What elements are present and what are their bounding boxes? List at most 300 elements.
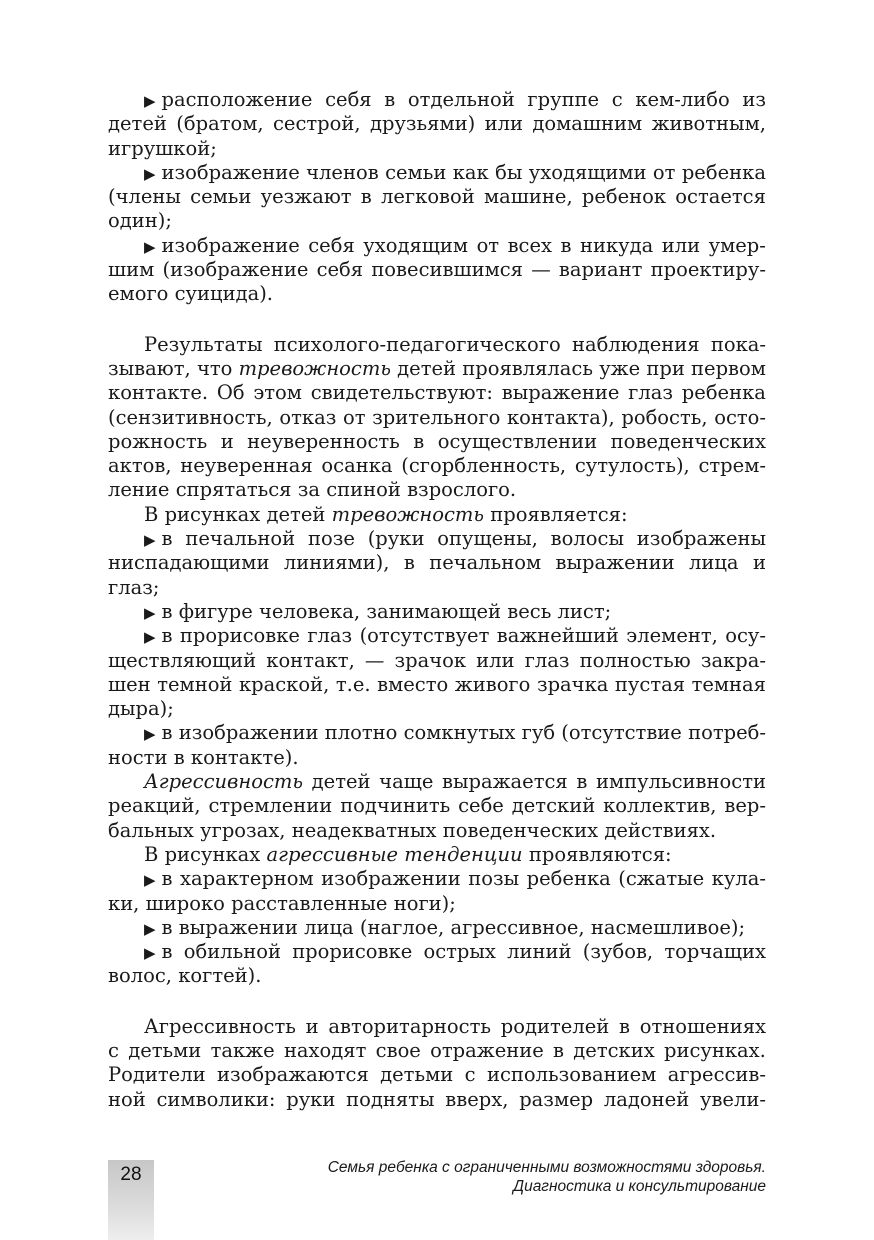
text-line — [108, 697, 766, 721]
text-line — [108, 867, 766, 891]
book-title-line-2: Диагностика и консультирование — [513, 1178, 766, 1195]
word: один); — [108, 209, 172, 233]
word: суицида). — [174, 282, 274, 306]
bullet-lead — [144, 940, 173, 964]
word: игрушкой; — [108, 136, 217, 160]
word: позе — [307, 527, 355, 551]
text-line — [108, 527, 766, 551]
word: друзьями) — [369, 112, 476, 136]
word: — — [531, 258, 551, 282]
word: ладоней — [603, 1087, 690, 1111]
word: поведенческих — [610, 429, 766, 453]
word: проявляется: — [490, 502, 628, 526]
bullet-arrow-icon: ▶ — [144, 237, 156, 256]
word: этом — [253, 381, 302, 405]
word: в — [576, 770, 588, 794]
text-line — [108, 916, 766, 940]
word: при — [646, 356, 685, 380]
word: глаз; — [108, 575, 160, 599]
word: в — [619, 1014, 630, 1038]
bullet-arrow-icon: ▶ — [144, 919, 156, 938]
word: руки — [286, 1087, 336, 1111]
word: агрессивное, — [450, 915, 585, 939]
word: чаще — [379, 770, 434, 794]
word: краской, — [238, 672, 330, 696]
word: потреб- — [688, 721, 766, 745]
word: родителей — [500, 1014, 610, 1038]
text-line — [108, 551, 766, 575]
word: позы — [468, 867, 520, 891]
word: спиной — [326, 478, 401, 502]
bullet-arrow-icon: ▶ — [144, 92, 156, 110]
text-line — [108, 161, 766, 185]
word: зрачок — [394, 648, 467, 672]
word: (изображение — [162, 258, 309, 282]
word: актов, — [108, 454, 172, 478]
word: торчащих — [664, 940, 766, 964]
text-line — [108, 940, 766, 964]
bullet-lead — [144, 867, 173, 891]
word: изображение — [161, 233, 300, 257]
word: выражении — [178, 915, 298, 939]
word: вверх, — [445, 1087, 509, 1111]
word: опущены, — [437, 527, 538, 551]
text-line — [108, 819, 766, 843]
text-line — [108, 406, 766, 430]
word: глаз — [628, 381, 674, 405]
word: проектиру- — [650, 258, 766, 282]
word: кем-либо — [635, 88, 730, 111]
word: от — [652, 160, 676, 184]
word: подняты — [346, 1087, 435, 1111]
text-line — [108, 600, 766, 624]
word: ребенок — [581, 185, 667, 209]
word: себя — [316, 258, 364, 282]
word: детей — [311, 770, 371, 794]
word: расставленные — [231, 891, 388, 915]
word: в — [413, 429, 425, 453]
bullet-lead — [144, 721, 173, 745]
word: в — [173, 745, 185, 769]
word: семьи — [385, 160, 447, 184]
word: контакта), — [506, 405, 615, 429]
word: зрачка — [536, 672, 609, 696]
word: что — [196, 356, 233, 380]
word: уходящими — [528, 160, 647, 184]
word: детский — [511, 794, 596, 818]
text-line — [108, 333, 766, 357]
text-line — [108, 576, 766, 600]
word: стремлении — [208, 794, 333, 818]
word: вариант — [558, 258, 643, 282]
word: насмешливое); — [590, 915, 746, 939]
word: контакте). — [190, 745, 299, 769]
word: или — [484, 112, 524, 136]
word: глаз — [524, 648, 570, 672]
word: занимающей — [366, 599, 502, 623]
word: осто- — [714, 405, 766, 429]
word: в — [360, 185, 372, 209]
word: семьи — [190, 185, 252, 209]
word: прорисовке — [292, 940, 413, 964]
text-line — [108, 843, 766, 867]
bullet-lead — [144, 161, 300, 185]
word: животным, — [651, 112, 766, 136]
word: сомкнутых — [403, 721, 516, 745]
word: закра- — [700, 648, 766, 672]
word: также — [210, 1038, 275, 1062]
word: тенденции — [404, 842, 523, 866]
word: с — [464, 1063, 476, 1087]
text-line — [108, 112, 766, 136]
text-line — [108, 234, 766, 258]
word: плотно — [324, 721, 398, 745]
word: остается — [675, 185, 766, 209]
word: В — [144, 842, 159, 866]
word: легковой — [380, 185, 475, 209]
word: спрятаться — [175, 478, 292, 502]
word: машине, — [483, 185, 573, 209]
text-line — [108, 794, 766, 818]
word: стрем- — [698, 454, 766, 478]
word: Об — [216, 381, 245, 405]
text-line — [108, 1039, 766, 1063]
word: в — [560, 233, 572, 257]
word: находят — [283, 1038, 367, 1062]
word: фигуре — [178, 599, 253, 623]
word: зывают, — [108, 356, 191, 380]
word: отказ — [279, 405, 337, 429]
word: ление — [108, 478, 170, 502]
word: подчинить — [340, 794, 451, 818]
word: полностью — [579, 648, 691, 672]
word: лица — [689, 551, 739, 575]
word: свое — [375, 1038, 421, 1062]
bullet-arrow-icon: ▶ — [144, 628, 156, 647]
word: зрительного — [372, 405, 501, 429]
word: символики: — [156, 1087, 276, 1111]
word: всех — [507, 233, 553, 257]
word: в — [553, 1038, 565, 1062]
text-line — [108, 478, 766, 502]
word: реакций, — [108, 794, 201, 818]
word: ребенка — [526, 867, 611, 891]
text-line — [108, 673, 766, 697]
word: с — [611, 88, 623, 111]
word: в — [161, 867, 173, 891]
word: глаз — [307, 624, 353, 648]
word: (сензитивность, — [108, 405, 273, 429]
text-line — [108, 454, 766, 478]
page-number: 28 — [120, 1164, 142, 1185]
word: свидетельствуют: — [310, 381, 493, 405]
word: членов — [306, 160, 379, 184]
word: темная — [691, 672, 766, 696]
text-line — [108, 964, 766, 988]
word: группе — [527, 88, 600, 111]
text-line — [108, 503, 766, 527]
text-line — [108, 137, 766, 161]
text-line — [108, 721, 766, 745]
text-line — [108, 649, 766, 673]
word: осу- — [725, 624, 766, 648]
word: детей — [397, 356, 457, 380]
text-line — [108, 282, 766, 306]
word: (члены — [108, 185, 181, 209]
bullet-arrow-icon: ▶ — [144, 725, 156, 744]
word: ществляющий — [108, 648, 257, 672]
text-line — [108, 209, 766, 233]
word: — — [364, 648, 385, 672]
book-title-line-1: Семья ребенка с ограниченными возможностями здоровья. — [327, 1159, 766, 1176]
text-line — [108, 88, 766, 112]
word: бальных — [108, 818, 194, 842]
word: темной — [157, 672, 233, 696]
word: тревожность — [238, 356, 391, 380]
word: из — [742, 88, 766, 111]
word: в — [403, 551, 415, 575]
word: дыра); — [108, 697, 174, 721]
word: отношениях — [639, 1014, 766, 1038]
text-line — [108, 746, 766, 770]
word: ности — [108, 745, 168, 769]
word: домашним — [532, 112, 643, 136]
word: в — [161, 624, 173, 648]
word: широко — [145, 891, 225, 915]
word: или — [476, 648, 515, 672]
word: шен — [108, 672, 151, 696]
word: в — [161, 599, 173, 623]
word: контакте. — [108, 381, 209, 405]
word: осанка — [321, 454, 393, 478]
word: выражение — [501, 381, 620, 405]
word: В — [144, 502, 159, 526]
text-line — [108, 258, 766, 282]
word: выражается — [442, 770, 568, 794]
word: за — [297, 478, 320, 502]
word: волосы — [550, 527, 624, 551]
bullet-lead — [144, 527, 173, 551]
word: взрослого. — [407, 478, 517, 502]
word: отдельной — [407, 88, 515, 111]
word: лист; — [557, 599, 612, 623]
word: важнейший — [496, 624, 619, 648]
word: коллектив, — [603, 794, 717, 818]
word: неадекватных — [291, 818, 437, 842]
word: печальной — [185, 527, 296, 551]
word: повесившимся — [371, 258, 523, 282]
word: элемент, — [626, 624, 718, 648]
text-line — [108, 892, 766, 916]
word: емого — [108, 282, 169, 306]
word: наблюдения — [571, 332, 700, 356]
word: весь — [507, 599, 552, 623]
word: от — [343, 405, 366, 429]
word: пустая — [614, 672, 686, 696]
word: пока- — [710, 332, 766, 356]
word: контакт, — [266, 648, 355, 672]
word: (наглое, — [359, 915, 445, 939]
word: линий — [507, 940, 572, 964]
text-line — [108, 381, 766, 405]
word: вер- — [724, 794, 766, 818]
text-line — [108, 624, 766, 648]
word: (братом, — [176, 112, 264, 136]
word: кула- — [711, 867, 766, 891]
word: ной — [108, 1087, 146, 1111]
word: когтей). — [178, 964, 262, 988]
word: (сгорбленность, — [401, 454, 567, 478]
word: детей — [108, 112, 167, 136]
word: в — [384, 88, 396, 111]
bullet-lead — [144, 600, 173, 624]
word: осуществлении — [437, 429, 598, 453]
word: Агрессивность — [144, 1014, 296, 1038]
word: ниспадающими — [108, 551, 270, 575]
word: уходящим — [363, 233, 469, 257]
text-line — [108, 185, 766, 209]
bullet-arrow-icon: ▶ — [144, 164, 156, 183]
word: (отсутствует — [359, 624, 490, 648]
word: угрозах, — [200, 818, 286, 842]
word: размер — [519, 1087, 594, 1111]
running-footer — [328, 1158, 766, 1196]
word: первом — [691, 356, 766, 380]
word: неуверенность — [247, 429, 400, 453]
bullet-lead — [144, 916, 173, 940]
word: лица — [304, 915, 354, 939]
word: импульсивности — [596, 770, 766, 794]
word: себе — [458, 794, 504, 818]
bullet-lead — [144, 234, 300, 258]
word: проявлялась — [462, 356, 593, 380]
word: Результаты — [144, 332, 263, 356]
word: детьми — [380, 1063, 454, 1087]
word: детских — [573, 1038, 655, 1062]
word: от — [476, 233, 500, 257]
bullet-arrow-icon: ▶ — [144, 871, 156, 890]
word: ноги); — [393, 891, 456, 915]
word: характерном — [180, 867, 314, 891]
word: и — [305, 1014, 319, 1038]
word: себя — [325, 88, 372, 111]
word: волос, — [108, 964, 172, 988]
word: рисунках — [164, 842, 261, 866]
word: бы — [495, 160, 523, 184]
word: изображении — [178, 721, 319, 745]
word: умер- — [708, 233, 766, 257]
word: в — [161, 527, 173, 551]
word: детей — [266, 502, 326, 526]
word: сестрой, — [272, 112, 361, 136]
text-line — [108, 1015, 766, 1039]
word: линиями), — [283, 551, 390, 575]
paragraph-gap — [108, 307, 766, 333]
word: расположение — [161, 88, 313, 111]
page-number-tab — [108, 1160, 154, 1240]
word: действиях. — [604, 818, 717, 842]
word: авторитарность — [328, 1014, 491, 1038]
word: шим — [108, 258, 155, 282]
word: Агрессивность — [144, 770, 304, 794]
word: (зубов, — [582, 940, 654, 964]
text-line — [108, 1088, 766, 1112]
word: изображение — [161, 160, 300, 184]
word: Родители — [108, 1063, 206, 1087]
word: и — [752, 551, 766, 575]
word: отражение — [430, 1038, 544, 1062]
word: ребенка — [681, 160, 766, 184]
text-line — [108, 357, 766, 381]
body-text — [108, 88, 766, 1112]
word: никуда — [579, 233, 654, 257]
word: уезжают — [260, 185, 352, 209]
word: т.е. — [335, 672, 371, 696]
word: ки, — [108, 891, 140, 915]
word: как — [452, 160, 489, 184]
word: ребенка — [681, 381, 766, 405]
word: обильной — [183, 940, 281, 964]
word: использованием — [486, 1063, 657, 1087]
word: увели- — [699, 1087, 766, 1111]
word: рисунках — [164, 502, 261, 526]
word: рожность — [108, 429, 208, 453]
word: острых — [423, 940, 496, 964]
word: изображении — [321, 867, 461, 891]
word: в — [161, 940, 173, 964]
word: прорисовке — [179, 624, 300, 648]
word: и — [220, 429, 234, 453]
word: психолого-педагогического — [273, 332, 561, 356]
word: (отсутствие — [561, 721, 682, 745]
word: в — [161, 915, 173, 939]
word: неуверенная — [180, 454, 313, 478]
word: человека, — [258, 599, 361, 623]
text-line — [108, 770, 766, 794]
word: выражении — [555, 551, 675, 575]
bullet-arrow-icon: ▶ — [144, 603, 156, 622]
word: сутулость), — [574, 454, 690, 478]
bullet-lead — [144, 88, 312, 112]
word: вместо — [377, 672, 449, 696]
word: изображены — [636, 527, 766, 551]
word: детьми — [128, 1038, 202, 1062]
word: с — [108, 1038, 119, 1062]
word: поведенческих — [442, 818, 599, 842]
word: рисунках. — [664, 1038, 766, 1062]
bullet-arrow-icon: ▶ — [144, 531, 156, 550]
word: себя — [308, 233, 355, 257]
word: или — [661, 233, 701, 257]
bullet-lead — [144, 624, 173, 648]
word: агрессив- — [667, 1063, 766, 1087]
word: изображаются — [216, 1063, 369, 1087]
bullet-arrow-icon: ▶ — [144, 944, 156, 963]
word: губ — [521, 721, 556, 745]
paragraph-gap — [108, 989, 766, 1015]
word: (сжатые — [618, 867, 705, 891]
word: печальном — [429, 551, 542, 575]
text-line — [108, 430, 766, 454]
word: (руки — [367, 527, 425, 551]
word: в — [161, 721, 173, 745]
word: робость, — [621, 405, 708, 429]
word: агрессивные — [266, 842, 399, 866]
word: уже — [599, 356, 641, 380]
text-line — [108, 1063, 766, 1087]
word: проявляются: — [528, 842, 672, 866]
word: тревожность — [331, 502, 484, 526]
